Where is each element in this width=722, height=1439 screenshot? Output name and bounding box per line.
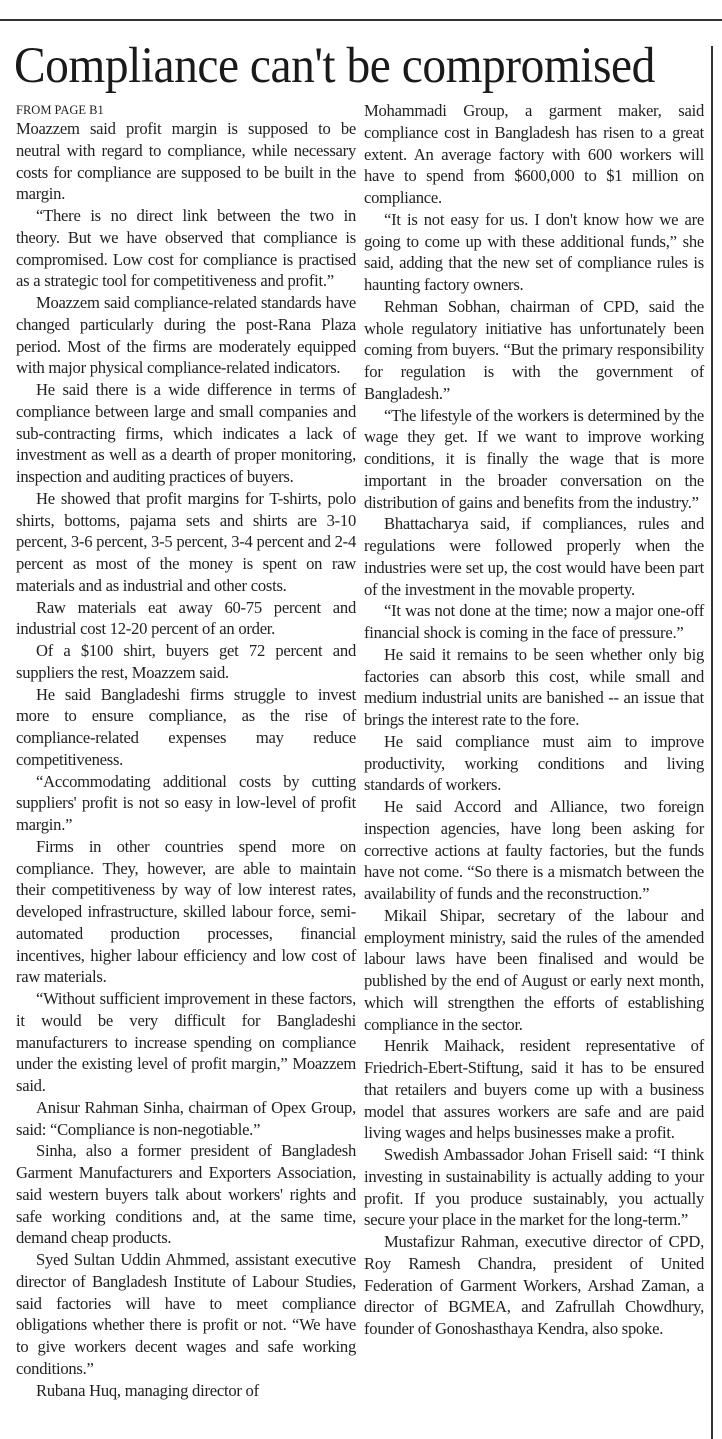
article-paragraph: Firms in other countries spend more on compliance. They, however, are able to maintain their competitiveness by way of low interest rates, developed infrastructure, skilled labour force, semi-automated production processes, financial incentives, higher labour efficiency and low cost of raw materials. [16,836,356,987]
article-column-2 [364,100,704,1340]
article-paragraph: Sinha, also a former president of Bangladesh Garment Manufacturers and Exporters Association, said western buyers talk about workers' rights and safe working conditions and, at the same time, demand cheap products. [16,1141,356,1248]
article-paragraph: “The lifestyle of the workers is determined by the wage they get. If we want to improve working conditions, it is finally the wage that is more important in the broader conversation on the distribution of gains and benefits from the industry.” [364,405,704,512]
article-paragraph: He said there is a wide difference in terms of compliance between large and small companies and sub-contracting firms, which indicates a lack of investment as well as a dearth of proper monitoring, inspection and auditing practices of buyers. [16,380,356,486]
article-paragraph: He said Accord and Alliance, two foreign inspection agencies, have long been asking for corrective actions at faulty factories, but the funds have not come. “So there is a mismatch between the availability of funds and the reconstruction.” [364,797,704,903]
article-paragraph: Mikail Shipar, secretary of the labour and employment ministry, said the rules of the amended labour laws have been finalised and would be published by the end of August or early next month, which will strengthen the efforts of establishing compliance in the sector. [364,905,704,1034]
article-paragraph: Swedish Ambassador Johan Frisell said: “I think investing in sustainability is actually adding to your profit. If you produce sustainably, you actually secure your place in the market for the long-term.” [364,1145,704,1230]
article-paragraph: Raw materials eat away 60-75 percent and industrial cost 12-20 percent of an order. [16,597,356,639]
article-paragraph: He said Bangladeshi firms struggle to invest more to ensure compliance, as the rise of compliance-related expenses may reduce competitiveness. [16,684,356,769]
article-paragraph: “Accommodating additional costs by cutting suppliers' profit is not so easy in low-level of profit margin.” [16,771,356,834]
article-paragraph: “It is not easy for us. I don't know how we are going to come up with these additional funds,” she said, adding that the new set of compliance rules is haunting factory owners. [364,209,704,294]
article-paragraph: Moazzem said compliance-related standards have changed particularly during the post-Rana Plaza period. Most of the firms are moderately equipped with major physical compliance-related indicators. [16,293,356,378]
column-divider-rule [711,46,713,1439]
continuation-kicker: FROM PAGE B1 [16,103,104,117]
article-paragraph: “Without sufficient improvement in these factors, it would be very difficult for Bangladeshi manufacturers to increase spending on compliance under the existing level of profit margin,” Moazzem said. [16,989,356,1095]
article-paragraph: Of a $100 shirt, buyers get 72 percent and suppliers the rest, Moazzem said. [16,641,356,682]
headline: Compliance can't be compromised [14,38,655,94]
article-paragraph: Moazzem said profit margin is supposed to be neutral with regard to compliance, while necessary costs for compliance are supposed to be built in the margin. [16,119,356,204]
article-paragraph: Anisur Rahman Sinha, chairman of Opex Group, said: “Compliance is non-negotiable.” [16,1097,356,1139]
article-paragraph: Mustafizur Rahman, executive director of CPD, Roy Ramesh Chandra, president of United Federation of Garment Workers, Arshad Zaman, a director of BGMEA, and Zafrullah Chowdhury, founder of Gonoshasthaya Kendra, also spoke. [364,1232,704,1338]
article-paragraph: He showed that profit margins for T-shirts, polo shirts, bottoms, pajama sets and shirts are 3-10 percent, 3-6 percent, 3-5 percent, 3-4 percent and 2-4 percent as most of the money is spent on raw materials and as industrial and other costs. [16,488,356,595]
article-paragraph: Rehman Sobhan, chairman of CPD, said the whole regulatory initiative has unfortunately been coming from buyers. “But the primary responsibility for regulation is with the government of Bangladesh.” [364,296,704,403]
top-rule [0,19,722,21]
article-paragraph: He said compliance must aim to improve productivity, working conditions and living standards of workers. [364,731,704,795]
article-paragraph: Rubana Huq, managing director of [36,1380,259,1400]
article-paragraph: “There is no direct link between the two in theory. But we have observed that compliance is compromised. Low cost for compliance is practised as a strategic tool for competitiveness and profit.” [16,206,356,291]
article-column-1 [16,100,356,1401]
article-paragraph: Bhattacharya said, if compliances, rules and regulations were followed properly when the industries were set up, the cost would have been part of the investment in the movable property. [364,514,704,599]
article-paragraph: Syed Sultan Uddin Ahmmed, assistant executive director of Bangladesh Institute of Labour Studies, said factories will have to meet compliance obligations whether there is profit or not. “We have to give workers decent wages and safe working conditions.” [16,1250,356,1378]
article-paragraph: Henrik Maihack, resident representative of Friedrich-Ebert-Stiftung, said it has to be ensured that retailers and buyers come up with a business model that assures workers are safe and are paid living wages and helps businesses make a profit. [364,1036,704,1143]
article-paragraph: He said it remains to be seen whether only big factories can absorb this cost, while small and medium industrial units are banished -- an issue that brings the interest rate to the fore. [364,644,704,729]
article-paragraph: “It was not done at the time; now a major one-off financial shock is coming in the face of pressure.” [364,601,704,642]
article-paragraph: Mohammadi Group, a garment maker, said compliance cost in Bangladesh has risen to a great extent. An average factory with 600 workers will have to spend from $600,000 to $1 million on compliance. [364,101,704,207]
